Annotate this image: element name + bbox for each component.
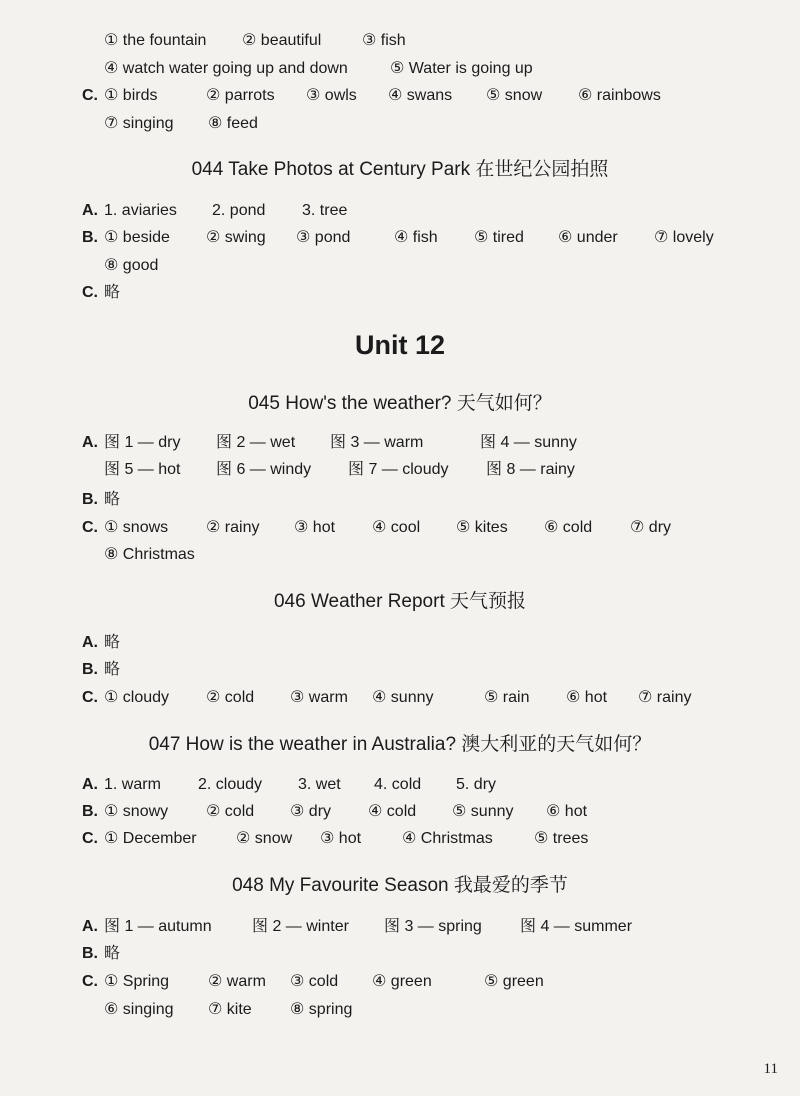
part-label: A. [82,634,98,651]
answer-row [82,516,780,540]
answer-item: ⑤ trees [534,830,589,847]
answer-item: 图 1 — autumn [104,918,212,935]
answer-item: ③ hot [294,519,336,536]
answer-row [82,915,780,939]
answer-row [82,57,780,81]
answer-item: ④ Christmas [402,830,493,847]
answer-item: ② swing [206,229,266,246]
answer-row [82,226,780,250]
answer-item: ⑧ spring [290,1001,353,1018]
answer-item: ⑤ sunny [452,803,514,820]
section-heading: 047 How is the weather in Australia? 澳大利亚的天气如何？ [148,734,652,755]
part-label: C. [82,87,98,104]
answer-item: ③ dry [290,803,332,820]
answer-item: ② warm [208,973,266,990]
part-label: C. [82,689,98,706]
answer-item: ⑤ tired [474,229,524,246]
answer-item: ⑥ rainbows [578,87,661,104]
answer-item: 1. aviaries [104,202,177,219]
answer-row [82,254,780,278]
answer-item: ④ swans [388,87,453,104]
answer-item: ① snows [104,519,169,536]
answer-row [82,112,780,136]
answer-item: ③ cold [290,973,339,990]
answer-item: 图 5 — hot [104,461,181,478]
answer-item: ① December [104,830,197,847]
answer-item: ⑤ snow [486,87,543,104]
answer-item: ④ green [372,973,432,990]
part-label: A. [82,918,98,935]
answer-row [82,686,780,710]
section-heading: 045 How's the weather? 天气如何？ [248,393,552,414]
part-label: B. [82,803,98,820]
answer-row [82,998,780,1022]
answer-item: 3. tree [302,202,348,219]
answer-item: ⑥ under [558,229,618,246]
answer-item: 图 4 — summer [520,918,633,935]
answer-item: ② snow [236,830,293,847]
answer-item: 图 4 — sunny [480,434,577,451]
part-label: C. [82,830,98,847]
section-heading: 046 Weather Report 天气预报 [273,591,527,612]
unit-title: Unit 12 [354,330,446,360]
answer-row [82,199,780,223]
answer-item: ⑤ kites [456,519,508,536]
section-heading: 048 My Favourite Season 我最爱的季节 [232,875,568,896]
answer-item: ① cloudy [104,689,170,706]
answer-item: ② parrots [206,87,275,104]
part-label: A. [82,202,98,219]
answer-item: ③ warm [290,689,348,706]
answer-item: 4. cold [374,776,422,793]
section-heading: 044 Take Photos at Century Park 在世纪公园拍照 [191,159,609,180]
part-label: B. [82,945,98,962]
answer-row [82,942,780,966]
answer-item: 5. dry [456,776,497,793]
answer-row [82,84,780,108]
part-label: A. [82,434,98,451]
answer-item: 图 6 — windy [216,461,312,478]
part-label: B. [82,491,98,508]
answer-item: ① snowy [104,803,169,820]
answer-item: 1. warm [104,776,161,793]
answer-item: ④ cold [368,803,417,820]
answer-item: 图 2 — winter [252,918,349,935]
answer-row [82,658,780,682]
part-label: B. [82,661,98,678]
answer-row [82,431,780,455]
answer-item: 2. pond [212,202,266,219]
answer-item: 图 3 — warm [330,434,424,451]
answer-item: ① the fountain [104,32,207,49]
answer-row [82,488,780,512]
answer-item: ③ owls [306,87,357,104]
answer-item: 2. cloudy [198,776,263,793]
answer-row [82,543,780,567]
answer-item: ② cold [206,689,255,706]
answer-item: ⑥ hot [566,689,608,706]
answer-item: ⑦ lovely [654,229,714,246]
answer-row [82,970,780,994]
answer-item: ⑦ rainy [638,689,692,706]
answer-item: ② beautiful [242,32,322,49]
answer-item: ② cold [206,803,255,820]
answer-item: 略 [104,284,121,301]
answer-item: ③ fish [362,32,406,49]
answer-item: ④ cool [372,519,421,536]
part-label: C. [82,973,98,990]
answer-item: 图 7 — cloudy [348,461,449,478]
answer-row [82,29,780,53]
answer-item: ① birds [104,87,158,104]
answer-item: ⑤ rain [484,689,530,706]
answer-row [82,458,780,482]
answer-item: ③ hot [320,830,362,847]
answer-item: 略 [104,661,121,678]
answer-row [82,773,780,797]
answer-item: 图 1 — dry [104,434,181,451]
answer-item: 图 8 — rainy [486,461,575,478]
answer-item: ① Spring [104,973,170,990]
answer-item: ⑧ feed [208,115,258,132]
answer-item: ⑧ Christmas [104,546,195,563]
answer-item: ⑤ Water is going up [390,60,533,77]
part-label: A. [82,776,98,793]
answer-item: ⑦ singing [104,115,174,132]
answer-item: ② rainy [206,519,260,536]
answer-item: 略 [104,491,121,508]
answer-item: 略 [104,634,121,651]
answer-row [82,281,780,305]
answer-item: ④ watch water going up and down [104,60,348,77]
answer-item: 图 3 — spring [384,918,482,935]
part-label: C. [82,284,98,301]
answer-item: ⑦ kite [208,1001,252,1018]
answer-row [82,800,780,824]
answer-item: 3. wet [298,776,341,793]
answer-item: ④ fish [394,229,438,246]
answer-item: ⑧ good [104,257,159,274]
part-label: C. [82,519,98,536]
answer-item: ⑥ cold [544,519,593,536]
answer-item: ⑥ hot [546,803,588,820]
answer-item: 略 [104,945,121,962]
answer-item: ⑥ singing [104,1001,174,1018]
answer-item: ① beside [104,229,170,246]
part-label: B. [82,229,98,246]
answer-item: ⑤ green [484,973,544,990]
answer-item: ④ sunny [372,689,434,706]
answer-item: ⑦ dry [630,519,672,536]
page-number: 11 [763,1061,778,1077]
answer-row [82,631,780,655]
answer-item: 图 2 — wet [216,434,296,451]
answer-row [82,827,780,851]
answer-item: ③ pond [296,229,351,246]
